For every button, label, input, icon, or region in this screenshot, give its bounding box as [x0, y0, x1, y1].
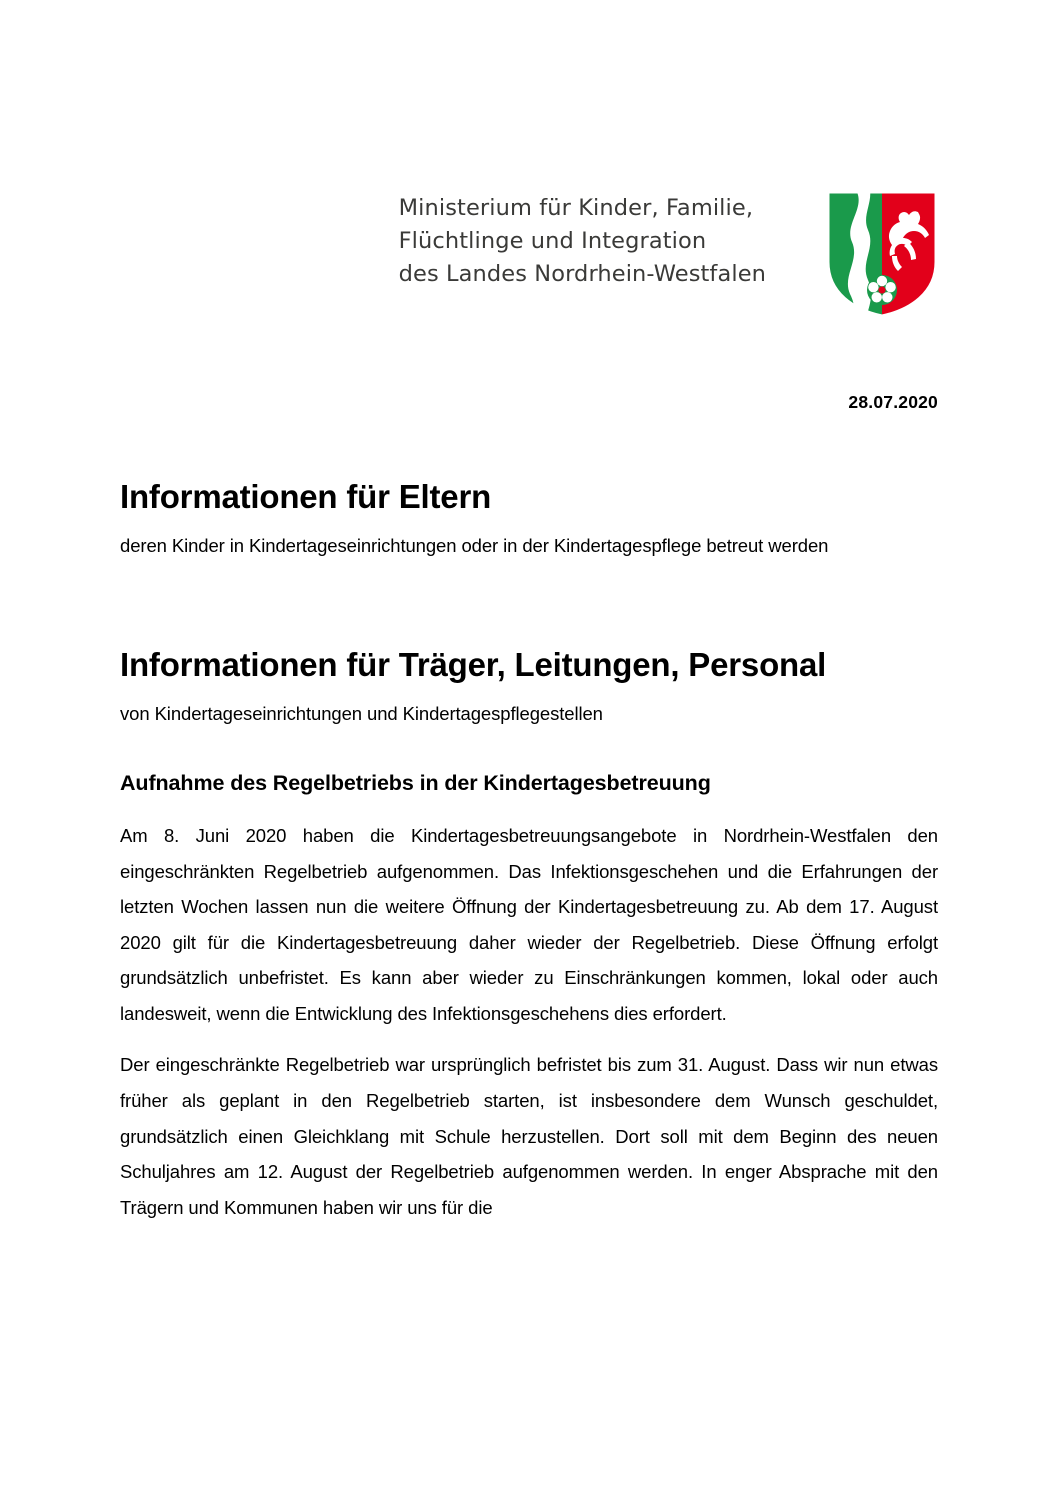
section-spacer	[120, 560, 938, 646]
page-title-parents: Informationen für Eltern	[120, 478, 492, 515]
document-header	[0, 190, 1058, 318]
subtitle-providers: von Kindertageseinrichtungen und Kindertagespflegestellen	[120, 702, 603, 724]
section-heading: Aufnahme des Regelbetriebs in der Kindertagesbetreuung	[120, 771, 711, 796]
subtitle-parents: deren Kinder in Kindertageseinrichtungen oder in der Kindertagespflege betreut werden	[120, 534, 829, 556]
nrw-coat-of-arms-icon	[826, 190, 938, 318]
heading-spacer	[120, 727, 938, 771]
paragraph-1: Am 8. Juni 2020 haben die Kindertagesbetreuungsangebote in Nordrhein-Westfalen den eingeschränkten Regelbetrieb aufgenommen. Das Infektionsgeschehen und die Erfahrungen der letzten Wochen lassen nun die weitere Öffnung der Kindertagesbetreuung zu. Ab dem 17. August 2020 gilt für die Kindertagesbetreuung daher wieder der Regelbetrieb. Diese Öffnung erfolgt grundsätzlich unbefristet. Es kann aber wieder zu Einschränkungen kommen, lokal oder auch landesweit, wenn die Entwicklung des Infektionsgeschehens dies erfordert.	[120, 825, 938, 1024]
page-title-providers: Informationen für Träger, Leitungen, Personal	[120, 645, 827, 683]
ministry-line-3: des Landes Nordrhein-Westfalen	[398, 261, 766, 287]
document-body	[120, 478, 938, 1225]
document-date: 28.07.2020	[848, 392, 938, 412]
ministry-line-2: Flüchtlinge und Integration	[398, 228, 707, 254]
paragraph-2: Der eingeschränkte Regelbetrieb war ursprünglich befristet bis zum 31. August. Dass wir nun etwas früher als geplant in den Regelbetrieb starten, ist insbesondere dem Wunsch geschuldet, grundsätzlich einen Gleichklang mit Schule herzustellen. Dort soll mit dem Beginn des neuen Schuljahres am 12. August der Regelbetrieb aufgenommen werden. In enger Absprache mit den Trägern und Kommunen haben wir uns für die	[120, 1054, 938, 1218]
ministry-name	[399, 190, 766, 291]
ministry-line-1: Ministerium für Kinder, Familie,	[398, 195, 754, 221]
